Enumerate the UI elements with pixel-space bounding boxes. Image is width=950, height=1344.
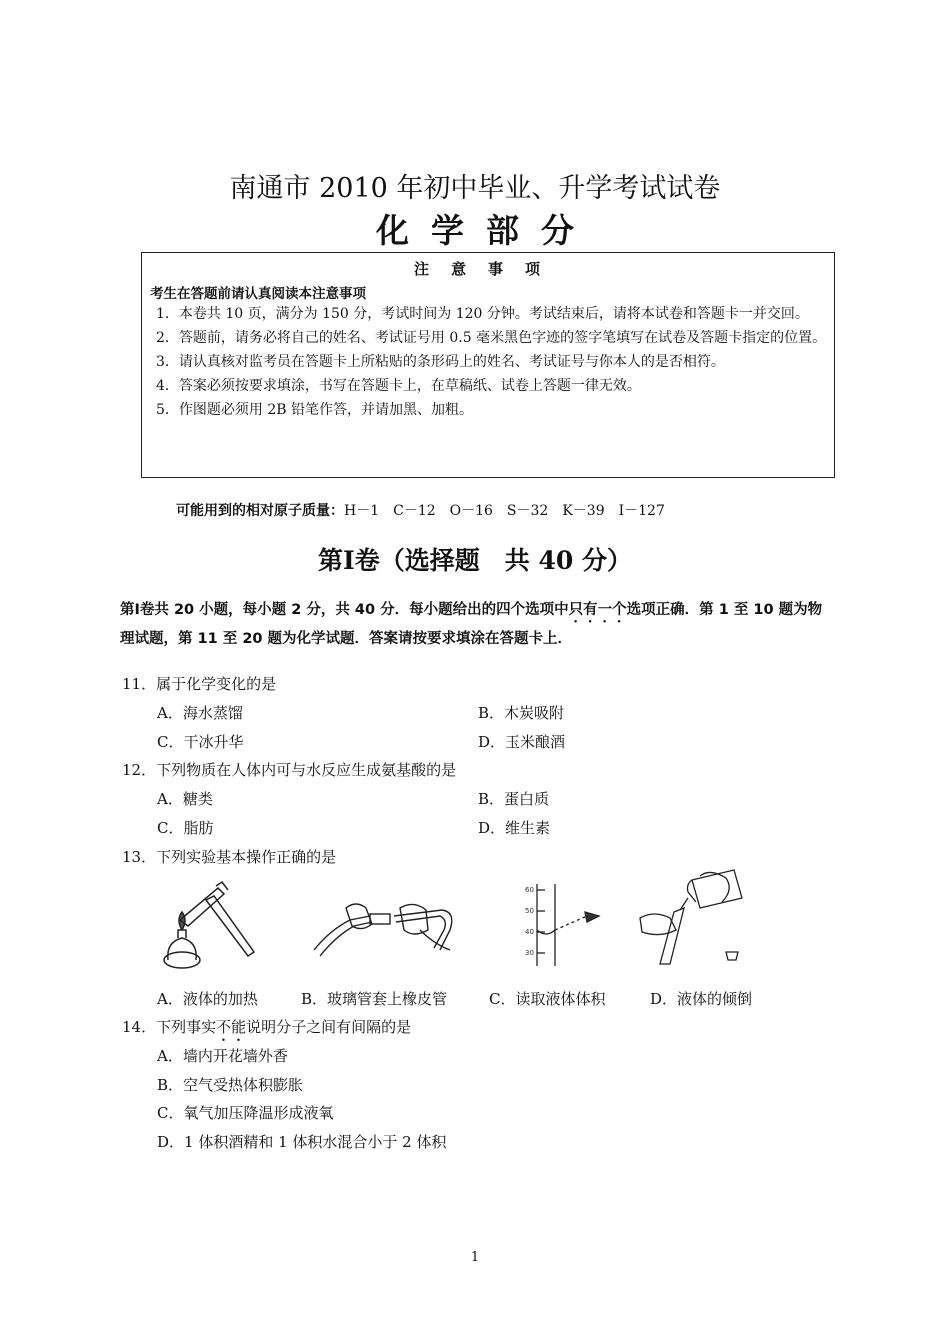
- figure-glass-tube-rubber: [310, 890, 460, 965]
- q11-option-b: B．木炭吸附: [478, 704, 565, 722]
- exam-title: 南通市 2010 年初中毕业、升学考试试卷: [229, 173, 721, 204]
- q12-option-b: B．蛋白质: [478, 790, 550, 808]
- atomic-masses: [176, 500, 665, 520]
- q12-option-a: A．糖类: [157, 790, 213, 808]
- q14-option-c: C．氧气加压降温形成液氧: [157, 1104, 334, 1122]
- scale-30: 30: [525, 949, 534, 957]
- instr-part-a: 第Ⅰ卷共 20 小题，每小题 2 分，共 40 分．每小题给出的四个选项中: [120, 602, 569, 618]
- q14-option-b: B．空气受热体积膨胀: [157, 1076, 304, 1094]
- atomic-masses-label: 可能用到的相对原子质量：: [176, 503, 344, 519]
- figure-pouring-liquid: [630, 868, 745, 968]
- scale-50: 50: [525, 907, 534, 915]
- notice-item-2: 2．答题前，请务必将自己的姓名、考试证号用 0.5 毫米黑色字迹的签字笔填写在试卷及答题卡指定的位置。: [156, 330, 827, 346]
- q14-stem-emphasis: 不能: [216, 1018, 247, 1036]
- instr-emphasis: 只有一个: [568, 602, 627, 618]
- instr-part-b: 选项正确．第 1 至 10 题为物理试题，第 11 至 20 题为化学试题．答案请按要求填涂在答题卡上．: [120, 602, 823, 647]
- notice-item-5: 5．作图题必须用 2B 铅笔作答，并请加黑、加粗。: [156, 402, 474, 418]
- notice-item-4: 4．答案必须按要求填涂，书写在答题卡上，在草稿纸、试卷上答题一律无效。: [156, 378, 641, 394]
- q11-stem: 11．属于化学变化的是: [122, 675, 277, 693]
- notice-box: [141, 252, 835, 478]
- scale-60: 60: [525, 886, 534, 894]
- q12-option-d: D．维生素: [478, 819, 551, 837]
- exam-subtitle: 化学部分: [376, 211, 596, 250]
- scale-40: 40: [525, 928, 534, 936]
- q13-option-c: C．读取液体体积: [489, 990, 606, 1008]
- notice-title: 注意事项: [413, 260, 562, 278]
- q13-option-b: B．玻璃管套上橡皮管: [301, 990, 448, 1008]
- q12-option-c: C．脂肪: [157, 819, 214, 837]
- section-instructions: [120, 597, 832, 652]
- notice-item-1: 1．本卷共 10 页，满分为 150 分，考试时间为 120 分钟。考试结束后，请将本试卷和答题卡一并交回。: [156, 306, 809, 322]
- page-number: 1: [470, 1250, 480, 1265]
- q13-stem: 13．下列实验基本操作正确的是: [122, 848, 337, 866]
- q13-option-d: D．液体的倾倒: [650, 990, 753, 1008]
- atomic-masses-values: H－1 C－12 O－16 S－32 K－39 I－127: [344, 503, 665, 519]
- q14-option-d: D．1 体积酒精和 1 体积水混合小于 2 体积: [157, 1133, 447, 1151]
- section-title: 第Ⅰ卷（选择题 共 40 分）: [318, 546, 632, 575]
- notice-item-3: 3．请认真核对监考员在答题卡上所粘贴的条形码上的姓名、考试证号与你本人的是否相符。: [156, 354, 725, 370]
- q11-option-c: C．干冰升华: [157, 733, 244, 751]
- figure-liquid-heating: [160, 880, 260, 975]
- q14-stem-part-a: 14．下列事实: [122, 1018, 217, 1036]
- notice-subtitle: 考生在答题前请认真阅读本注意事项: [150, 286, 366, 302]
- q14-stem-part-b: 说明分子之间有间隔的是: [246, 1018, 412, 1036]
- q14-stem: [122, 1017, 411, 1045]
- q11-option-a: A．海水蒸馏: [157, 704, 243, 722]
- q14-option-a: A．墙内开花墙外香: [157, 1047, 288, 1065]
- q13-option-a: A．液体的加热: [157, 990, 258, 1008]
- q12-stem: 12．下列物质在人体内可与水反应生成氨基酸的是: [122, 761, 457, 779]
- q11-option-d: D．玉米酿酒: [478, 733, 566, 751]
- figure-read-cylinder: [525, 880, 610, 970]
